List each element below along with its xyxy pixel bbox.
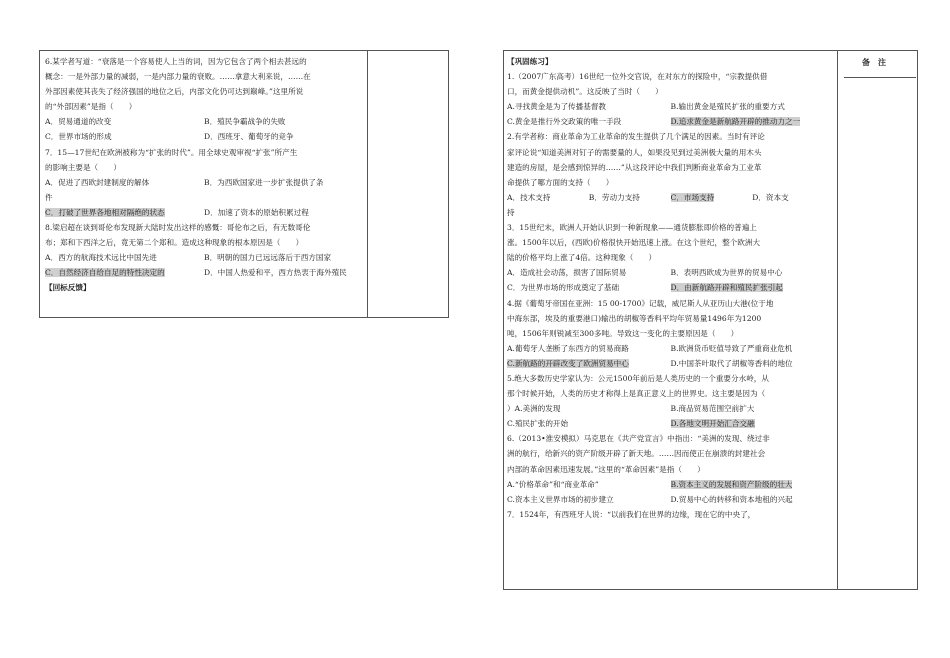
option-b: B．明朝的国力已远远落后于西方国家 — [204, 253, 332, 263]
question-text: 6.某学者写道：“衰落是一个容易使人上当的词，因为它包含了两个相去甚远的 — [45, 57, 307, 66]
option-d-continued: 持 — [507, 207, 515, 217]
option-a: ）A.美洲的发现 — [507, 404, 561, 414]
option-a: A．造成社会动荡，损害了国际贸易 — [507, 268, 627, 278]
option-d: D．中国人热爱和平，西方热衷于海外殖民 — [204, 268, 347, 278]
question-text: 口，而黄金提供动机”。这反映了当时（ ） — [507, 87, 663, 97]
question-text: 的“外部因素”是指（ ） — [45, 102, 137, 112]
right-panel — [503, 50, 918, 590]
question-3 — [507, 220, 834, 295]
question-text: 外部因素使其丧失了经济强国的地位之后，内部文化仍可达到巅峰。”这里所说 — [45, 87, 304, 97]
question-6 — [45, 54, 363, 145]
question-text: 洲的航行，给新兴的资产阶级开辟了新天地。……因而使正在崩溃的封建社会 — [507, 449, 766, 459]
option-a: A.“价格革命”和“商业革命” — [507, 479, 599, 489]
option-a: A．技术支持 — [507, 192, 551, 202]
option-d-highlighted: D.各地文明开始汇合交融 — [670, 419, 755, 429]
option-d-highlighted: D．由新航路开辟和殖民扩张引起 — [670, 283, 783, 293]
option-c: C.殖民扩张的开始 — [507, 419, 569, 429]
option-a: A．促进了西欧封建制度的解体 — [45, 177, 150, 187]
question-text: 8.梁启超在谈到哥伦布发现新大陆时发出这样的感慨：哥伦布之后，有无数哥伦 — [45, 223, 311, 233]
remarks-underline — [844, 77, 916, 78]
question-text: 家评论说“知道美洲对钉子的需要量的人，如果没见到过美洲极大量的用木头 — [507, 147, 762, 157]
question-text: 建造的房屋，是会感到惊异的……”从这段评论中我们判断商业革命为工业革 — [507, 162, 762, 172]
question-text: 3．15世纪末，欧洲人开始认识到一种新现象——通货膨胀即价格的普遍上 — [507, 223, 757, 233]
question-text: 的影响主要是（ ） — [45, 162, 121, 172]
question-text: 4.据《葡萄牙帝国在亚洲：15 00-1700》记载，威尼斯人从亚历山大港(位于地 — [507, 298, 774, 308]
option-b: B.商品贸易范围空前扩大 — [670, 404, 755, 414]
option-a: A．西方的航海技术远比中国先进 — [45, 253, 157, 263]
question-text: 7．15—17世纪在欧洲被称为“扩张的时代”。用全球史观审视“扩张”所产生 — [45, 147, 298, 157]
option-b: B.输出黄金是殖民扩张的重要方式 — [670, 102, 785, 112]
left-content — [45, 54, 363, 296]
column-divider — [367, 51, 368, 317]
question-text: 涨。1500年以后，(西欧)价格很快开始迅速上涨。在这个世纪，整个欧洲大 — [507, 238, 761, 248]
option-c: C.资本主义世界市场的初步建立 — [507, 494, 614, 504]
option-a: A.葡萄牙人垄断了东西方的贸易商路 — [507, 343, 629, 353]
question-text: 中海东部，埃及的重要港口)输出的胡椒等香料平均年贸易量1496年为1200 — [507, 313, 762, 323]
question-text: 概念：一是外部力量的减弱，一是内部力量的衰败。……拿意大利来说，……在 — [45, 72, 311, 82]
option-a: A．贸易通道的改变 — [45, 117, 112, 127]
option-b: B．表明西欧成为世界的贸易中心 — [670, 268, 783, 278]
option-b-continued: 件 — [45, 192, 53, 202]
option-c-highlighted: C．自然经济自给自足的特性决定的 — [45, 268, 165, 278]
question-5 — [507, 371, 834, 431]
question-text: 2.有学者称：商业革命为工业革命的发生提供了几个满足的因素。当时有评论 — [507, 132, 765, 142]
question-7 — [45, 145, 363, 220]
question-6 — [507, 431, 834, 506]
question-8 — [45, 220, 363, 280]
question-7 — [507, 507, 834, 522]
option-d: D.贸易中心的转移和资本地租的兴起 — [670, 494, 793, 504]
column-divider — [837, 51, 838, 589]
question-1 — [507, 69, 834, 129]
option-c-highlighted: C．市场支持 — [670, 192, 715, 202]
question-text: 7．1524年，有西班牙人说：“以前我们在世界的边缘，现在它的中央了， — [507, 509, 756, 519]
feedback-heading: 【回标反馈】 — [45, 283, 91, 293]
option-b: B．为西欧国家进一步扩张提供了条 — [204, 177, 324, 187]
option-c: C．为世界市场的形成奠定了基础 — [507, 283, 620, 293]
question-text: 命提供了哪方面的支持（ ） — [507, 177, 614, 187]
right-content — [507, 54, 834, 522]
question-text: 1.（2007广东高考）16世纪一位外交官说，在对东方的探险中，“宗教提供借 — [507, 72, 768, 82]
option-b: B．殖民争霸战争的失败 — [204, 117, 286, 127]
option-c: C．世界市场的形成 — [45, 132, 112, 142]
option-c: C.黄金是推行外交政策的唯一手段 — [507, 117, 622, 127]
remarks-label: 备注 — [862, 57, 894, 67]
option-d: D.中国茶叶取代了胡椒等香料的地位 — [670, 358, 793, 368]
option-b: B．劳动力支持 — [588, 192, 640, 202]
question-2 — [507, 129, 834, 220]
option-b-highlighted: B.资本主义的发展和资产阶级的壮大 — [670, 479, 793, 489]
question-text: 6.（2013•淮安模拟）马克思在《共产党宣言》中指出：“美洲的发现、绕过非 — [507, 434, 770, 444]
question-text: 吨，1506年则锐减至300多吨。导致这一变化的主要原因是（ ） — [507, 328, 739, 338]
option-b: B.欧洲货币贬值导致了严重商业危机 — [670, 343, 793, 353]
question-4 — [507, 296, 834, 371]
option-d: D．资本支 — [752, 192, 789, 202]
left-panel — [39, 50, 449, 318]
practice-heading: 【巩固练习】 — [507, 57, 553, 66]
option-d: D．加速了资本的原始积累过程 — [204, 207, 309, 217]
option-c-highlighted: C．打破了世界各地相对隔绝的状态 — [45, 207, 165, 217]
option-a: A.寻找黄金是为了传播基督教 — [507, 102, 607, 112]
question-text: 5.绝大多数历史学家认为：公元1500年前后是人类历史的一个重要分水岭，从 — [507, 373, 769, 383]
option-d: D．西班牙、葡萄牙的竞争 — [204, 132, 294, 142]
question-text: 陆的价格平均上涨了4倍。这种现象（ ） — [507, 253, 657, 263]
question-text: 布；郑和下西洋之后，竟无第二个郑和。造成这种现象的根本原因是（ ） — [45, 238, 304, 248]
option-c-highlighted: C.新航路的开辟改变了欧洲贸易中心 — [507, 358, 629, 368]
question-text: 那个时候开始，人类的历史才称得上是真正意义上的世界史。这主要是因为（ — [507, 389, 766, 399]
option-d-highlighted: D.追求黄金是新航路开辟的推动力之一 — [670, 117, 801, 127]
question-text: 内部的革命因素迅速发展。”这里的“革命因素”是指（ ） — [507, 464, 705, 474]
